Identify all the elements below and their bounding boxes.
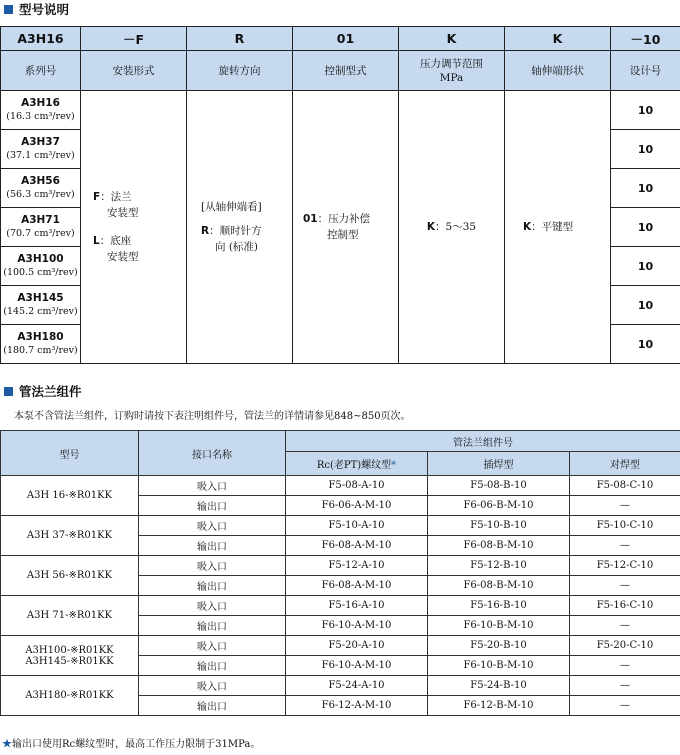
series-name: A3H71 xyxy=(21,214,60,226)
square-bullet-icon xyxy=(4,5,13,14)
column-header: 设计号 xyxy=(611,51,680,91)
series-cell xyxy=(1,247,81,286)
model-cell: A3H100-※R01KK A3H145-※R01KK xyxy=(1,636,139,676)
square-bullet-icon xyxy=(4,387,13,396)
table-row: 输出口 F6-06-A-M-10 F6-06-B-M-10 — xyxy=(1,496,680,516)
column-header: 控制型式 xyxy=(293,51,399,91)
table-row: A3H 37-※R01KK 吸入口 F5-10-A-10 F5-10-B-10 F5-10-C-10 xyxy=(1,516,680,536)
series-capacity: (180.7 cm³/rev) xyxy=(3,345,78,356)
series-name: A3H100 xyxy=(17,253,64,265)
model-cell: A3H 56-※R01KK xyxy=(1,556,139,596)
series-row xyxy=(1,91,680,130)
code-part: K xyxy=(505,27,611,51)
design-number: 10 xyxy=(611,169,680,208)
series-capacity: (70.7 cm³/rev) xyxy=(6,228,75,239)
column-header: 旋转方向 xyxy=(187,51,293,91)
design-number: 10 xyxy=(611,91,680,130)
flange-note: 本泵不含管法兰组件，订购时请按下表注明组件号，管法兰的详情请参见848~850页次。 xyxy=(14,411,411,422)
table-row: A3H180-※R01KK 吸入口 F5-24-A-10 F5-24-B-10 — xyxy=(1,676,680,696)
code-part: A3H16 xyxy=(1,27,81,51)
column-header-rc: Rc(老PT)螺纹型* xyxy=(286,452,428,476)
series-cell xyxy=(1,286,81,325)
table-row: 输出口 F6-10-A-M-10 F6-10-B-M-10 — xyxy=(1,656,680,676)
series-capacity: (100.5 cm³/rev) xyxy=(3,267,78,278)
design-number: 10 xyxy=(611,208,680,247)
table-row: 输出口 F6-08-A-M-10 F6-08-B-M-10 — xyxy=(1,536,680,556)
series-capacity: (145.2 cm³/rev) xyxy=(3,306,78,317)
series-cell xyxy=(1,130,81,169)
column-header xyxy=(399,51,505,91)
series-cell xyxy=(1,91,81,130)
table-row: A3H 16-※R01KK 吸入口 F5-08-A-10 F5-08-B-10 F5-08-C-10 xyxy=(1,476,680,496)
series-name: A3H145 xyxy=(17,292,64,304)
column-header-port: 接口名称 xyxy=(139,431,286,476)
series-name: A3H16 xyxy=(21,97,60,109)
model-cell: A3H 37-※R01KK xyxy=(1,516,139,556)
column-header-unit: MPa xyxy=(439,71,464,84)
table-row: 输出口 F6-12-A-M-10 F6-12-B-M-10 — xyxy=(1,696,680,716)
table-row: A3H 56-※R01KK 吸入口 F5-12-A-10 F5-12-B-10 F5-12-C-10 xyxy=(1,556,680,576)
mounting-cell: F：法兰 安装型 L：底座 安装型 xyxy=(81,91,187,364)
code-part: －F xyxy=(81,27,187,51)
rotation-cell: [从轴伸端看] R：顺时针方 向 (标准) xyxy=(187,91,293,364)
design-number: 10 xyxy=(611,247,680,286)
code-part: 01 xyxy=(293,27,399,51)
series-capacity: (56.3 cm³/rev) xyxy=(6,189,75,200)
section-title-model-code: 型号说明 xyxy=(2,0,69,20)
code-part: K xyxy=(399,27,505,51)
model-cell: A3H 71-※R01KK xyxy=(1,596,139,636)
column-header: 安装形式 xyxy=(81,51,187,91)
flange-kit-table xyxy=(0,430,680,716)
model-cell: A3H 16-※R01KK xyxy=(1,476,139,516)
code-part: －10 xyxy=(611,27,680,51)
model-cell: A3H180-※R01KK xyxy=(1,676,139,716)
series-cell xyxy=(1,325,81,364)
table-row: A3H 71-※R01KK 吸入口 F5-16-A-10 F5-16-B-10 F5-16-C-10 xyxy=(1,596,680,616)
column-header: 系列号 xyxy=(1,51,81,91)
column-header-model: 型号 xyxy=(1,431,139,476)
series-capacity: (16.3 cm³/rev) xyxy=(6,111,75,122)
table-row: A3H100-※R01KK A3H145-※R01KK 吸入口 F5-20-A-10 F5-20-B-10 F5-20-C-10 xyxy=(1,636,680,656)
column-header-butt: 对焊型 xyxy=(570,452,680,476)
design-number: 10 xyxy=(611,325,680,364)
series-name: A3H56 xyxy=(21,175,60,187)
pressure-cell: K：5～35 xyxy=(399,91,505,364)
header-row xyxy=(1,51,680,91)
code-part: R xyxy=(187,27,293,51)
series-name: A3H37 xyxy=(21,136,60,148)
control-cell: 01：压力补偿 控制型 xyxy=(293,91,399,364)
series-cell xyxy=(1,208,81,247)
column-header: 轴伸端形状 xyxy=(505,51,611,91)
header-row xyxy=(1,431,680,452)
section-title-flange-kit: 管法兰组件 xyxy=(2,382,82,402)
series-cell xyxy=(1,169,81,208)
series-capacity: (37.1 cm³/rev) xyxy=(6,150,75,161)
table-row: 输出口 F6-10-A-M-10 F6-10-B-M-10 — xyxy=(1,616,680,636)
design-number: 10 xyxy=(611,130,680,169)
column-header-label: 压力调节范围 xyxy=(420,57,483,70)
design-number: 10 xyxy=(611,286,680,325)
column-header-socket: 插焊型 xyxy=(428,452,570,476)
series-name: A3H180 xyxy=(17,331,64,343)
table-row: 输出口 F6-08-A-M-10 F6-08-B-M-10 — xyxy=(1,576,680,596)
column-header-group: 管法兰组件号 xyxy=(286,431,680,452)
shaft-cell: K：平键型 xyxy=(505,91,611,364)
code-row xyxy=(1,27,680,51)
star-icon: ★ xyxy=(2,739,12,750)
model-code-table xyxy=(0,26,680,364)
footnote: ★输出口使用Rc螺纹型时，最高工作压力限制于31MPa。 xyxy=(2,739,261,750)
